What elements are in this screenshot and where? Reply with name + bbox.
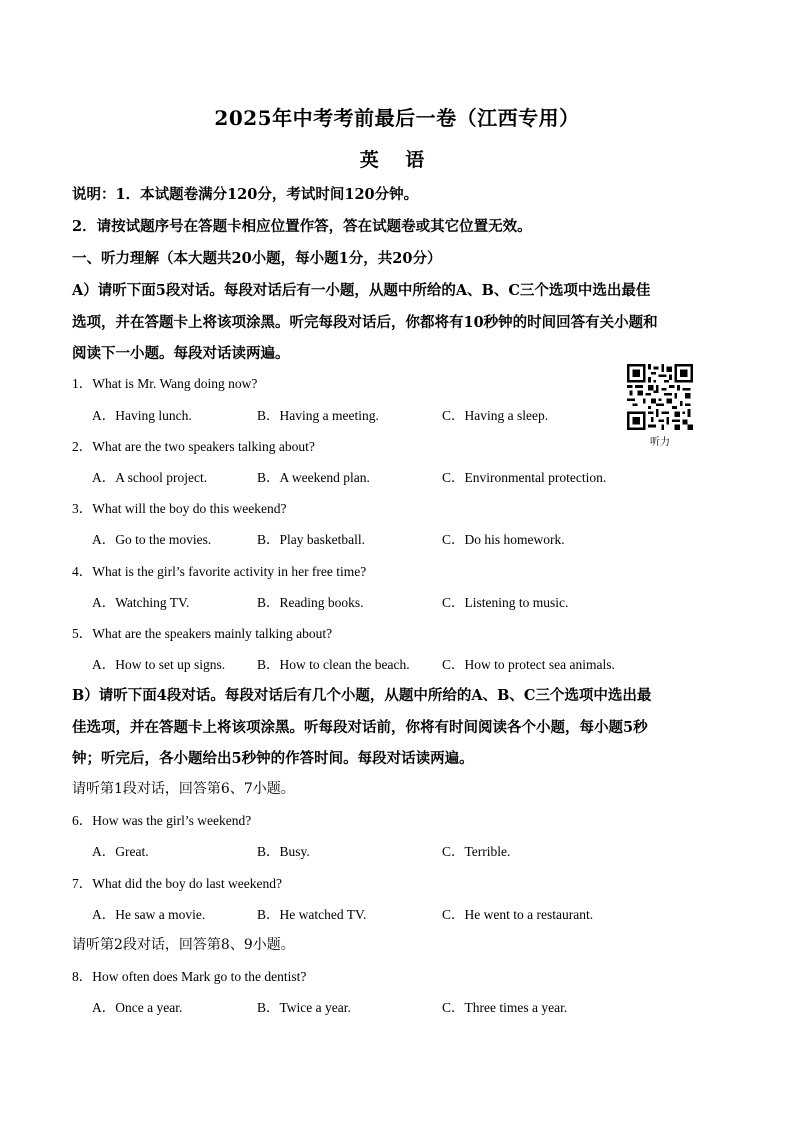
option-b: B．Play basketball. [257, 532, 365, 547]
dialog-2-note: 请听第2段对话，回答第8、9小题。 [72, 937, 295, 953]
question-stem: 1．What is Mr. Wang doing now? [72, 376, 258, 391]
option-b: B．A weekend plan. [257, 470, 370, 485]
option-a: A．Great. [92, 844, 149, 859]
qr-code-label: 听力 [650, 437, 670, 448]
subject-title: 英 语 [359, 149, 435, 171]
option-c: C．Do his homework. [442, 532, 565, 547]
question-stem: 5．What are the speakers mainly talking about? [72, 626, 333, 641]
option-a: A．Watching TV. [92, 595, 190, 610]
option-c: C．How to protect sea animals. [442, 657, 615, 672]
option-a: A．Once a year. [92, 1000, 183, 1015]
option-c: C．Three times a year. [442, 1000, 568, 1015]
option-b: B．Busy. [257, 844, 310, 859]
option-b: B．Reading books. [257, 595, 364, 610]
option-c: C．Listening to music. [442, 595, 569, 610]
qr-code-icon[interactable] [627, 364, 693, 430]
part-b-line-3: 钟；听完后，各小题给出5秒钟的作答时间。每段对话读两遍。 [72, 750, 474, 767]
part-b-line-1: B）请听下面4段对话。每段对话后有几个小题，从题中所给的A、B、C三个选项中选出最 [72, 687, 652, 704]
page-title: 2025年中考考前最后一卷（江西专用） [214, 106, 580, 130]
part-b-line-2: 佳选项，并在答题卡上将该项涂黑。听每段对话前，你将有时间阅读各个小题，每小题5秒 [72, 719, 648, 736]
option-c: C．Terrible. [442, 844, 511, 859]
section-heading-listening: 一、听力理解（本大题共20小题，每小题1分，共20分） [72, 250, 442, 267]
option-a: A．How to set up signs. [92, 657, 226, 672]
question-stem: 2．What are the two speakers talking about? [72, 439, 315, 454]
question-stem: 7．What did the boy do last weekend? [72, 876, 282, 891]
question-stem: 3．What will the boy do this weekend? [72, 501, 287, 516]
option-c: C．He went to a restaurant. [442, 907, 594, 922]
option-b: B．How to clean the beach. [257, 657, 410, 672]
option-c: C．Having a sleep. [442, 408, 549, 423]
option-a: A．Go to the movies. [92, 532, 212, 547]
instruction-line-2: 2．请按试题序号在答题卡相应位置作答，答在试题卷或其它位置无效。 [72, 218, 532, 235]
part-a-line-1: A）请听下面5段对话。每段对话后有一小题，从题中所给的A、B、C三个选项中选出最佳 [72, 282, 651, 299]
option-a: A．Having lunch. [92, 408, 192, 423]
part-a-line-2: 选项，并在答题卡上将该项涂黑。听完每段对话后，你都将有10秒钟的时间回答有关小题和 [72, 314, 658, 331]
question-stem: 4．What is the girl’s favorite activity in her free time? [72, 564, 367, 579]
option-b: B．Twice a year. [257, 1000, 351, 1015]
question-stem: 8．How often does Mark go to the dentist? [72, 969, 307, 984]
instruction-line-1: 说明：1．本试题卷满分120分，考试时间120分钟。 [72, 186, 419, 203]
option-a: A．He saw a movie. [92, 907, 206, 922]
option-c: C．Environmental protection. [442, 470, 607, 485]
option-b: B．He watched TV. [257, 907, 367, 922]
question-stem: 6．How was the girl’s weekend? [72, 813, 252, 828]
dialog-1-note: 请听第1段对话，回答第6、7小题。 [72, 781, 295, 797]
part-a-line-3: 阅读下一小题。每段对话读两遍。 [72, 345, 290, 362]
option-b: B．Having a meeting. [257, 408, 379, 423]
option-a: A．A school project. [92, 470, 208, 485]
